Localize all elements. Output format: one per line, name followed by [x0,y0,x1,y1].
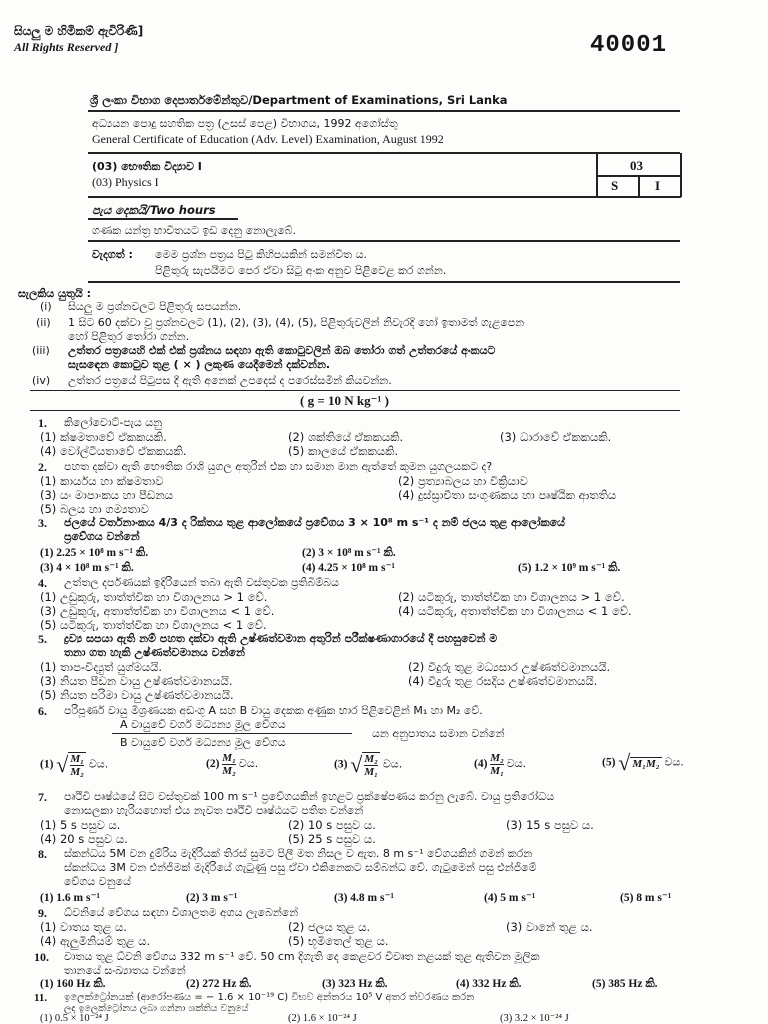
subject-box-s: S [611,178,619,193]
option-2[interactable]: (2) 1.6 × 10⁻²⁴ J [288,1013,357,1024]
option-3[interactable]: (3) 4.8 m s⁻¹ [334,892,394,904]
question-stem: කිලෝවොට්-පැය යනු [64,416,163,429]
instruction-text: උත්තර පත්‍රයේ පිටුපස දී ඇති අනෙක් උපදෙස් ද පරෙස්සමින් කියවන්න. [68,374,392,387]
question-stem: ලද ඉලෙක්ට්‍රෝනය ලබා ගන්නා ශක්තිය වනුයේ [64,1003,249,1014]
option-1[interactable]: (1) 1.6 m s⁻¹ [40,892,100,904]
option-2[interactable]: (2) 3 m s⁻¹ [186,892,238,904]
question-number: 10. [34,950,49,964]
option-3[interactable]: (3) ධාරාවේ ඒකකයකි. [500,430,612,444]
option-4[interactable]: (4) 332 Hz කි. [456,978,522,990]
option-1[interactable]: (1) උඩුකුරු, තාත්ත්වික හා විශාලනය > 1 වේ. [40,590,268,604]
option-4[interactable]: (4) 4.25 × 10⁸ m s⁻¹ [302,562,395,574]
option-1[interactable]: (1) වාතය තුළ ය. [40,920,127,934]
option-4[interactable]: (4) වෝල්ටීයතාවේ ඒකකයකි. [40,444,187,458]
question-stem: ස්කන්ධය 5M වන දුම්රිය මැදිරියක් තිරස් සුමට පිලී මත නිසල ව ඇත. 8 m s⁻¹ වේගයකින් ගමන් කරන [64,847,533,860]
option-2[interactable]: (2) $\frac{\text{M₁}}{\text{M₂}}$ වය. [206,752,259,777]
department: ශ්‍රී ලංකා විභාග දෙපාර්තමේන්තුව/Department of Examinations, Sri Lanka [90,93,508,107]
subject-box-i: I [655,178,661,193]
important-line-2: පිළිතුරු සැපයීමට පෙර ඒවා සිටු අංක අනුව පිළිවෙළ කර ගන්න. [155,264,447,277]
question-stem: ද්‍රව්‍ය සපයා ඇති නම් පහත දක්වා ඇති උෂ්ණත්වමාන අතුරින් පරීක්ෂණාගාරයේ දී පහසුවෙන් ම [64,632,498,645]
option-1[interactable]: (1) තාප-විද්‍යුත් යුග්මයයි. [40,660,163,674]
rights-si: සියලු ම හිමිකම් ඇවිරිණි] [14,24,144,38]
question-stem: වේගය වනුයේ [64,875,131,888]
option-2[interactable]: (2) 10 s පසුව ය. [288,818,376,832]
question-number: 4. [38,576,47,590]
question-number: 9. [38,906,47,920]
option-2[interactable]: (2) වීදුරු තුළ මධ්‍යසාර උෂ්ණත්වමානයයි. [408,660,611,674]
question-number: 8. [38,847,47,861]
question-stem: නොසලකා හැරියහොත් එය නැවත පෘථිවි පෘෂ්ඨයට පතිත වන්නේ [64,804,364,817]
question-stem: ඉලෙක්ට්‍රෝනයක් (ආරෝපණය = − 1.6 × 10⁻¹⁹ C) විභව අන්තරය 10⁵ V අතර ත්වරණය කරන [64,992,475,1003]
instruction-num: (ii) [36,316,51,329]
instruction-text: හෝ පිළිතුර තෝරා ගන්න. [68,330,190,343]
option-4[interactable]: (4) ඇලුමිනියම් තුළ ය. [40,934,151,948]
option-1[interactable]: (1) කාර්යය හා ක්ෂමතාව [40,474,164,488]
option-5[interactable]: (5) භූමිතෙල් තුළ ය. [288,934,389,948]
exam-title-si: අධ්‍යයන පොදු සහතික පත්‍ර (උසස් පෙළ) විභාගය, 1992 අගෝස්තු [92,117,398,130]
rights-en: All Rights Reserved ] [14,40,119,54]
option-5[interactable]: (5) බලය හා ගම්‍යතාව [40,502,149,516]
subject-code-box: 03 [630,158,643,173]
ratio-tail: යන අනුපාතය සමාන වන්නේ [372,727,505,740]
instruction-num: (i) [40,300,52,313]
subject-en: (03) Physics I [92,175,159,189]
instruction-text: 1 සිට 60 දක්වා වූ ප්‍රශ්නවලට (1), (2), (3), (4), (5), පිළිතුරුවලින් නිවැරදි හෝ ඉතාමත් ගැළපෙන [68,316,525,329]
option-2[interactable]: (2) ප්‍රත්‍යාබලය හා වික්‍රියාව [398,474,528,488]
ratio-denominator: B වායුවේ වර්ග මධ්‍යන්‍ය මූල වේගය [120,736,286,749]
instructions-label: සැලකිය යුතුයි : [18,287,92,300]
question-stem: තනා ගත හැකි උෂ්ණත්වමානය වන්නේ [64,646,245,659]
option-2[interactable]: (2) 272 Hz කි. [186,978,252,990]
option-1[interactable]: (1) 2.25 × 10⁸ m s⁻¹ කි. [40,547,149,559]
option-5[interactable]: (5) යටිකුරු, තාත්ත්වික හා විශාලනය < 1 වේ. [40,618,267,632]
important-label: වැදගත් : [92,248,133,261]
option-2[interactable]: (2) යටිකුරු, තාත්ත්වික හා විශාලනය > 1 වේ. [398,590,625,604]
instruction-num: (iii) [32,344,50,357]
ratio-numerator: A වායුවේ වර්ග මධ්‍යන්‍ය මූල වේගය [120,718,286,731]
gravity-value: ( g = 10 N kg⁻¹ ) [300,393,389,408]
exam-title-en: General Certificate of Education (Adv. Level) Examination, August 1992 [92,132,444,146]
option-3[interactable]: (3) වානේ තුළ ය. [506,920,593,934]
option-1[interactable]: (1) 0.5 × 10⁻²⁴ J [40,1013,109,1024]
option-1[interactable]: (1) 160 Hz කි. [40,978,106,990]
question-stem: වාතය තුළ ධ්වනි වේගය 332 m s⁻¹ වේ. 50 cm දිගැති දෙ කෙළවර විවෘත නළයක් තුළ ඇතිවන මූලික [64,950,540,963]
option-2[interactable]: (2) ශක්තියේ ඒකකයකි. [288,430,404,444]
option-3[interactable]: (3) යං මාපාංකය හා පීඩනය [40,488,173,502]
option-5[interactable]: (5) 8 m s⁻¹ [620,892,672,904]
option-1[interactable]: (1) ක්ෂමතාවේ ඒකකයකි. [40,430,167,444]
option-3[interactable]: (3) උඩුකුරු, අතාත්ත්වික හා විශාලනය < 1 වේ. [40,604,275,618]
option-4[interactable]: (4) 20 s පසුව ය. [40,832,128,846]
question-stem: පෘථිවි පෘෂ්ඨයේ සිට වස්තුවක් 100 m s⁻¹ ප්‍රවේගයකින් ඉහළට ප්‍රක්ෂේපණය කරනු ලැබේ. වායු ප්‍රතිරෝධය [64,790,555,803]
option-3[interactable]: (3) √ $\frac{\text{M₂}}{\text{M₁}}$ වය. [334,752,403,778]
question-stem: උත්තල දර්පණයක් ඉදිරියෙන් තබා ඇති වස්තුවක ප්‍රතිබිම්බය [64,576,339,589]
option-4[interactable]: (4) 5 m s⁻¹ [484,892,536,904]
option-4[interactable]: (4) වීදුරු තුළ රසදිය උෂ්ණත්වමානයයි. [408,674,598,688]
question-number: 7. [38,790,47,804]
option-5[interactable]: (5) 1.2 × 10⁹ m s⁻¹ කි. [518,562,621,574]
option-5[interactable]: (5) නියත පරිමා වායු උෂ්ණත්වමානයයි. [40,688,234,702]
question-stem: පරිපූර්ණ වායු මිශ්‍රණයක අඩංගු A සහ B වායු දෙකක අණුක භාර පිළිවෙළින් M₁ හා M₂ වේ. [64,704,483,717]
option-5[interactable]: (5) 25 s පසුව ය. [288,832,376,846]
option-4[interactable]: (4) යටිකුරු, අතාත්ත්වික හා විශාලනය < 1 වේ. [398,604,632,618]
important-line-1: මෙම ප්‍රශ්න පත්‍රය පිටු කිහිපයකින් සමන්විත ය. [155,248,367,261]
option-2[interactable]: (2) 3 × 10⁸ m s⁻¹ කි. [302,547,396,559]
option-4[interactable]: (4) දුස්ස්‍රාවීතා සංගුණකය හා පෘෂ්ඨික ආතතිය [398,488,617,502]
subject-si: (03) භෞතික විද්‍යාව I [92,160,202,173]
instruction-num: (iv) [32,374,51,387]
option-2[interactable]: (2) ජලය තුළ ය. [288,920,371,934]
instruction-text: සියලු ම ප්‍රශ්නවලට පිළිතුරු සපයන්න. [68,300,242,313]
option-1[interactable]: (1) 5 s පසුව ය. [40,818,121,832]
question-stem: පහත දක්වා ඇති භෞතික රාශි යුගල අතුරින් එක හා සමාන මාන ඇත්තේ කුමන යුගලයකට ද? [64,460,493,473]
question-number: 5. [38,632,47,646]
option-5[interactable]: (5) 385 Hz කි. [592,978,658,990]
duration: පැය දෙකයි/Two hours [92,203,216,217]
question-stem: තානයේ සංඛ්‍යාතය වන්නේ [64,964,186,977]
question-stem: ජලයේ වර්තනාංකය 4/3 ද රික්තය තුළ ආලෝකයේ ප්‍රවේගය 3 × 10⁸ m s⁻¹ ද නම් ජලය තුළ ආලෝකයේ [64,516,565,529]
option-3[interactable]: (3) 323 Hz කි. [322,978,388,990]
option-5[interactable]: (5) කාලයේ ඒකකයකි. [288,444,399,458]
instruction-text: උත්තර පත්‍රයෙහි එක් එක් ප්‍රශ්නය සඳහා ඇති කොටුවලින් ඔබ තෝරා ගත් උත්තරයේ අංකයට [68,344,496,357]
option-4[interactable]: (4) $\frac{\text{M₂}}{\text{M₁}}$ වය. [474,752,527,777]
option-5[interactable]: (5) √ M₁M₂ වය. [602,750,684,775]
instruction-text: සැසඳෙන කොටුව තුළ ( × ) ලකුණ යෙදීමෙන් දක්වන්න. [68,358,331,371]
question-stem: ප්‍රවේගය වන්නේ [64,530,140,543]
option-3[interactable]: (3) 3.2 × 10⁻²⁴ J [500,1013,569,1024]
calculator-note: ගණක යන්ත්‍ර භාවිතයට ඉඩ දෙනු නොලැබේ. [92,224,297,237]
paper-code: 40001 [590,32,668,59]
option-1[interactable]: (1) √ $\frac{\text{M₁}}{\text{M₂}}$ වය. [40,752,109,778]
option-3[interactable]: (3) 4 × 10⁸ m s⁻¹ කි. [40,562,134,574]
question-number: 1. [38,416,47,430]
question-number: 6. [38,704,47,718]
question-number: 11. [34,992,48,1004]
option-3[interactable]: (3) 15 s පසුව ය. [506,818,594,832]
question-number: 3. [38,516,47,530]
question-number: 2. [38,460,47,474]
question-stem: ධ්වනියේ වේගය සඳහා විශාලතම අගය ලැබෙන්නේ [64,906,299,919]
question-stem: ස්කන්ධය 3M වන එන්ජිමක් මැදිරියේ ගැටුණු පසු ඒවා එකිනෙකට සම්බන්ධ වේ. ගැටුමෙන් පසු එන්ජිමේ [64,861,537,874]
option-3[interactable]: (3) නියත පීඩන වායු උෂ්ණත්වමානයයි. [40,674,233,688]
